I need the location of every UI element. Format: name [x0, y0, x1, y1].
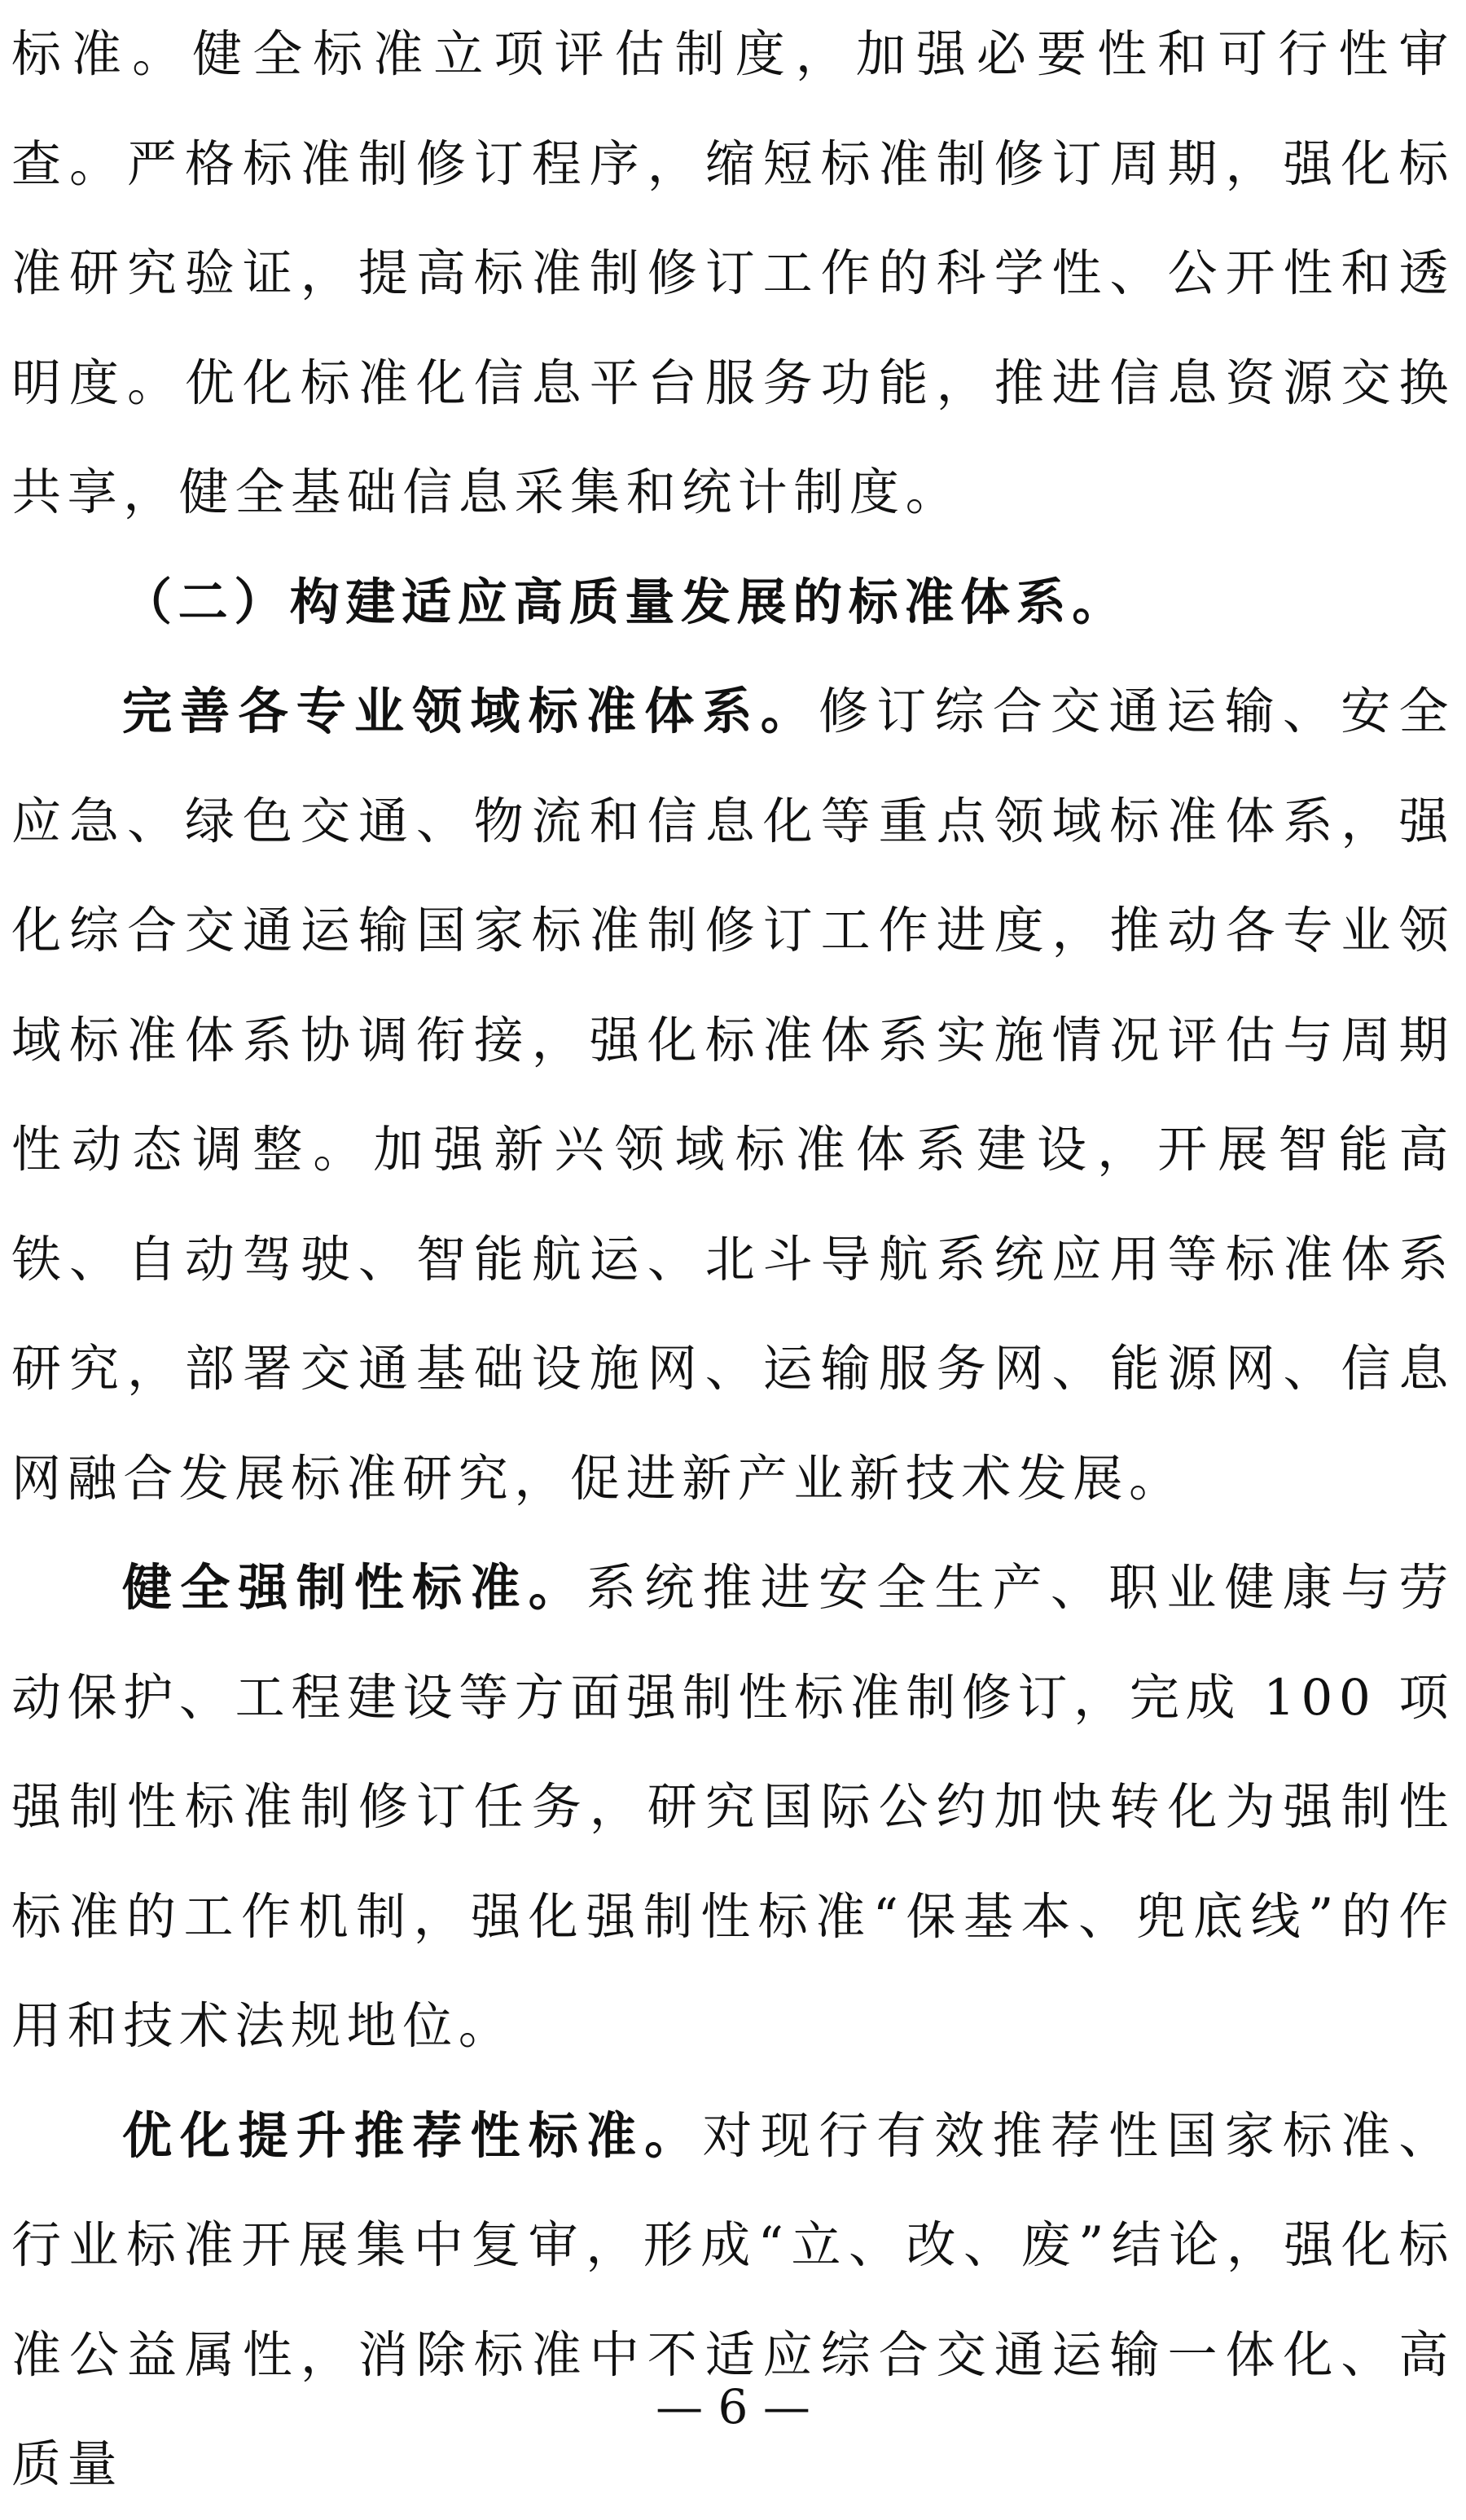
paragraph-professional-fields: [11, 657, 1455, 1534]
document-body: [11, 0, 1455, 2520]
paragraph-recommended-standards: [11, 2082, 1455, 2520]
paragraph-lead-recommended-standards: 优化提升推荐性标准。: [122, 2106, 703, 2165]
paragraph-body-recommended-standards: 对现行有效推荐性国家标准、行业标准开展集中复审，形成“立、改、废”结论，强化标准公益属性，消除标准中不适应综合交通运输一体化、高质量: [11, 2106, 1455, 2493]
section-heading: （二）构建适应高质量发展的标准体系。: [122, 573, 1128, 631]
page-number: — 6 —: [656, 2379, 810, 2434]
paragraph-body-mandatory-standards: 系统推进安全生产、职业健康与劳动保护、工程建设等方面强制性标准制修订，完成 100 项强制性标准制修订任务，研究国际公约加快转化为强制性标准的工作机制，强化强制性标准“保基本、兜底线”的作用和技术法规地位。: [11, 1559, 1455, 2055]
paragraph-standards-process: 标准。健全标准立项评估制度，加强必要性和可行性审查。严格标准制修订程序，缩短标准制修订周期，强化标准研究验证，提高标准制修订工作的科学性、公开性和透明度。优化标准化信息平台服务功能，推进信息资源交换共享，健全基础信息采集和统计制度。: [11, 25, 1455, 521]
paragraph-mandatory-standards: [11, 1534, 1455, 2082]
paragraph-lead-mandatory-standards: 健全强制性标准。: [122, 1559, 586, 1617]
paragraph-body-professional-fields: 修订综合交通运输、安全应急、绿色交通、物流和信息化等重点领域标准体系，强化综合交通运输国家标准制修订工作进度，推动各专业领域标准体系协调衔接，强化标准体系实施情况评估与周期性动态调整。加强新兴领域标准体系建设，开展智能高铁、自动驾驶、智能航运、北斗导航系统应用等标准体系研究，部署交通基础设施网、运输服务网、能源网、信息网融合发展标准研究，促进新产业新技术发展。: [11, 683, 1455, 1508]
paragraph-lead-professional-fields: 完善各专业领域标准体系。: [122, 683, 819, 740]
